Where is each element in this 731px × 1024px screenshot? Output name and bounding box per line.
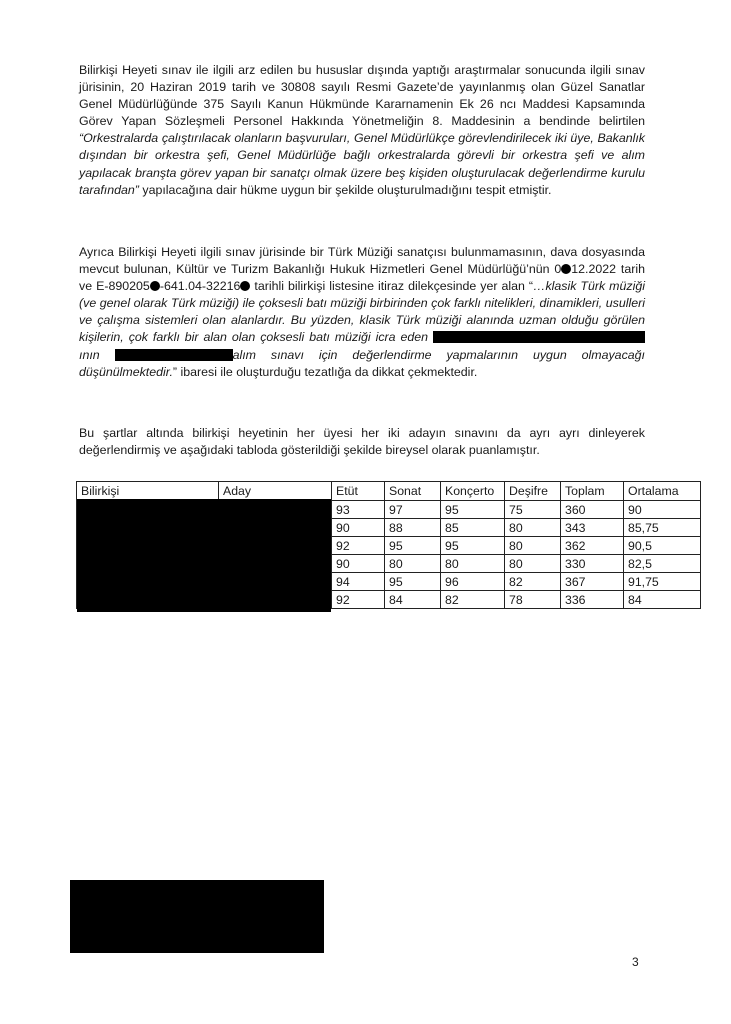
paragraph-2-ref: -641.04-32216 [159, 279, 241, 294]
cell-toplam: 330 [561, 555, 624, 573]
cell-ortalama: 90 [624, 501, 701, 519]
column-header-desifre: Deşifre [505, 482, 561, 501]
signature-redaction-block [70, 880, 324, 953]
cell-ortalama: 84 [624, 591, 701, 609]
column-header-ortalama: Ortalama [624, 482, 701, 501]
paragraph-2 [79, 244, 645, 381]
cell-koncerto: 82 [441, 591, 505, 609]
cell-sonat: 95 [385, 573, 441, 591]
cell-ortalama: 90,5 [624, 537, 701, 555]
paragraph-2-text: Ayrıca Bilirkişi Heyeti ilgili sınav jürisinde bir Türk Müziği sanatçısı bulunmamasının, dava dosyasında mevcut bulunan, Kültür ve Turizm Bakanlığı Hukuk Hizmetleri Genel Müdürlüğü’nün 0 [79, 245, 645, 277]
column-header-toplam: Toplam [561, 482, 624, 501]
column-header-bilirkisi: Bilirkişi [77, 482, 219, 501]
cell-desifre: 82 [505, 573, 561, 591]
cell-koncerto: 80 [441, 555, 505, 573]
redaction-dot [150, 281, 160, 291]
cell-koncerto: 95 [441, 537, 505, 555]
paragraph-1 [79, 62, 645, 199]
column-header-sonat: Sonat [385, 482, 441, 501]
cell-koncerto: 95 [441, 501, 505, 519]
cell-etut: 92 [332, 537, 385, 555]
redaction-dot [240, 281, 250, 291]
paragraph-2-quote-2: ının [79, 347, 115, 362]
paragraph-1-text: Bilirkişi Heyeti sınav ile ilgili arz edilen bu hususlar dışında yaptığı araştırmalar sonucunda ilgili sınav jürisinin, 20 Haziran 2019 tarih ve 30808 sayılı Resmi Gazete’de yayınlanmış olan Güzel Sanatlar Genel Müdürlüğünde 375 Sayılı Kanun Hükmünde Kararnamenin Ek 26 ncı Maddesi Kapsamında Görev Yapan Sözleşmeli Personel Hakkında Yönetmeliğin 8. Maddesinin a bendinde belirtilen [79, 63, 645, 129]
cell-etut: 92 [332, 591, 385, 609]
cell-desifre: 80 [505, 555, 561, 573]
paragraph-3: Bu şartlar altında bilirkişi heyetinin her üyesi her iki adayın sınavını da ayrı ayrı dinleyerek değerlendirmiş ve aşağıdaki tabloda gösterildiği şekilde bireysel olarak puanlamıştır. [79, 426, 645, 458]
cell-etut: 93 [332, 501, 385, 519]
cell-ortalama: 85,75 [624, 519, 701, 537]
cell-etut: 90 [332, 519, 385, 537]
redaction-bar [433, 331, 645, 343]
cell-etut: 90 [332, 555, 385, 573]
cell-sonat: 84 [385, 591, 441, 609]
column-header-koncerto: Konçerto [441, 482, 505, 501]
cell-desifre: 75 [505, 501, 561, 519]
page-number: 3 [632, 955, 639, 969]
cell-desifre: 78 [505, 591, 561, 609]
paragraph-2-quote-3: alım sınavı için değerlendirme yapmalarının uygun olmayacağı düşünülmektedir. [79, 347, 645, 379]
cell-sonat: 80 [385, 555, 441, 573]
cell-sonat: 97 [385, 501, 441, 519]
table-redaction-block [77, 499, 331, 612]
cell-sonat: 88 [385, 519, 441, 537]
table-header-row [77, 482, 701, 501]
cell-ortalama: 82,5 [624, 555, 701, 573]
paragraph-2-end: ” ibaresi ile oluşturduğu tezatlığa da dikkat çekmektedir. [172, 364, 478, 379]
paragraph-2-date: 12.2022 tarih ve E-890205 [79, 262, 645, 294]
cell-sonat: 95 [385, 537, 441, 555]
redaction-dot [561, 264, 571, 274]
cell-etut: 94 [332, 573, 385, 591]
cell-toplam: 343 [561, 519, 624, 537]
paragraph-2-quote-1: …klasik Türk müziği (ve genel olarak Türk müziği) ile çoksesli batı müziği birbirinden çok farklı nitelikleri, dinamikleri, usulleri ve çalışma sistemleri olan alanlardır. Bu yüzden, klasik Türk müziği alanında uzman olduğu görülen kişilerin, çok farklı bir alan olan çoksesli batı müziği icra eden [79, 279, 645, 345]
paragraph-1-end: yapılacağına dair hükme uygun bir şekilde oluşturulmadığını tespit etmiştir. [138, 182, 552, 197]
cell-koncerto: 85 [441, 519, 505, 537]
cell-toplam: 367 [561, 573, 624, 591]
column-header-aday: Aday [219, 482, 332, 501]
paragraph-2-cont: tarihli bilirkişi listesine itiraz dilekçesinde yer alan “ [250, 279, 534, 294]
cell-desifre: 80 [505, 537, 561, 555]
redaction-bar [115, 349, 233, 361]
column-header-etut: Etüt [332, 482, 385, 501]
cell-ortalama: 91,75 [624, 573, 701, 591]
cell-koncerto: 96 [441, 573, 505, 591]
cell-toplam: 336 [561, 591, 624, 609]
cell-desifre: 80 [505, 519, 561, 537]
cell-toplam: 362 [561, 537, 624, 555]
paragraph-1-quote: “Orkestralarda çalıştırılacak olanların başvuruları, Genel Müdürlükçe görevlendirilecek iki üye, Bakanlık dışından bir orkestra şefi, Genel Müdürlüğe bağlı orkestralarda görevli bir orkestra şefi ve alım yapılacak branşta görev yapan bir sanatçı olmak üzere beş kişiden oluşturulacak değerlendirme kurulu tarafından” [79, 131, 645, 197]
cell-toplam: 360 [561, 501, 624, 519]
